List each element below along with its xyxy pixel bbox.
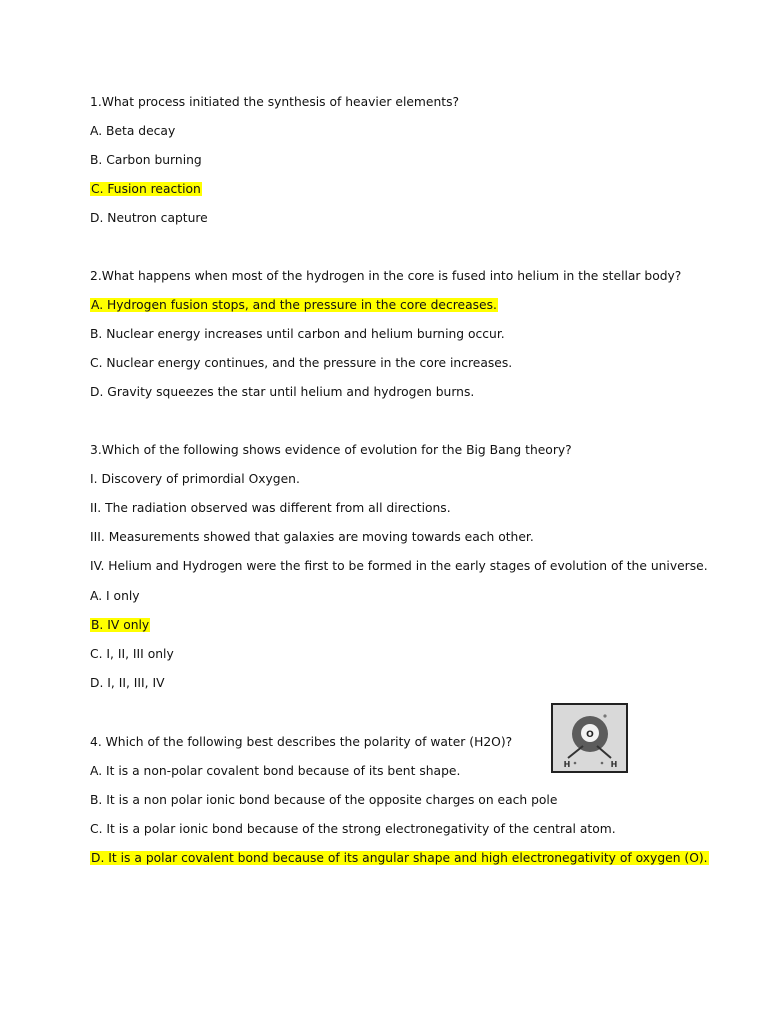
question-3-option-d: D. I, II, III, IV xyxy=(90,676,165,690)
question-4-option-a: A. It is a non-polar covalent bond because of its bent shape. xyxy=(90,764,461,778)
question-1-option-c xyxy=(90,180,202,198)
question-3-statement-1: I. Discovery of primordial Oxygen. xyxy=(90,472,300,486)
question-3-option-a: A. I only xyxy=(90,589,140,603)
question-4-text: 4. Which of the following best describes the polarity of water (H2O)? xyxy=(90,735,513,749)
question-4-option-c: C. It is a polar ionic bond because of the strong electronegativity of the central atom. xyxy=(90,822,616,836)
electron-dot xyxy=(603,714,606,717)
answer-highlight: A. Hydrogen fusion stops, and the pressure in the core decreases. xyxy=(91,298,497,312)
answer-highlight: B. IV only xyxy=(91,618,150,632)
question-4-option-b: B. It is a non polar ionic bond because of the opposite charges on each pole xyxy=(90,793,558,807)
question-3-statement-2: II. The radiation observed was different from all directions. xyxy=(90,501,451,515)
answer-highlight: D. It is a polar covalent bond because of its angular shape and high electronegativity of oxygen (O). xyxy=(91,851,708,865)
oxygen-label: O xyxy=(586,730,594,740)
water-molecule-diagram xyxy=(553,705,626,771)
question-3-statement-4: IV. Helium and Hydrogen were the first to be formed in the early stages of evolution of the universe. xyxy=(90,559,708,573)
question-1-option-d: D. Neutron capture xyxy=(90,211,208,225)
question-2-option-b: B. Nuclear energy increases until carbon and helium burning occur. xyxy=(90,327,505,341)
question-3-option-c: C. I, II, III only xyxy=(90,647,174,661)
hydrogen-left-label: H xyxy=(563,760,571,769)
question-3-text: 3.Which of the following shows evidence of evolution for the Big Bang theory? xyxy=(90,443,572,457)
hydrogen-right-label: H xyxy=(610,760,618,769)
question-2-text: 2.What happens when most of the hydrogen in the core is fused into helium in the stellar body? xyxy=(90,269,682,283)
question-4-option-d xyxy=(90,849,709,867)
question-3-statement-3: III. Measurements showed that galaxies are moving towards each other. xyxy=(90,530,534,544)
question-2-option-a xyxy=(90,296,498,314)
question-2-option-d: D. Gravity squeezes the star until helium and hydrogen burns. xyxy=(90,385,475,399)
question-1-option-a: A. Beta decay xyxy=(90,124,176,138)
question-1-option-b: B. Carbon burning xyxy=(90,153,202,167)
water-molecule-image xyxy=(551,703,628,773)
answer-highlight: C. Fusion reaction xyxy=(91,182,201,196)
charge-dot xyxy=(601,762,604,765)
question-3-option-b xyxy=(90,616,150,634)
question-2-option-c: C. Nuclear energy continues, and the pressure in the core increases. xyxy=(90,356,513,370)
charge-dot xyxy=(574,762,577,765)
question-1-text: 1.What process initiated the synthesis of heavier elements? xyxy=(90,95,460,109)
